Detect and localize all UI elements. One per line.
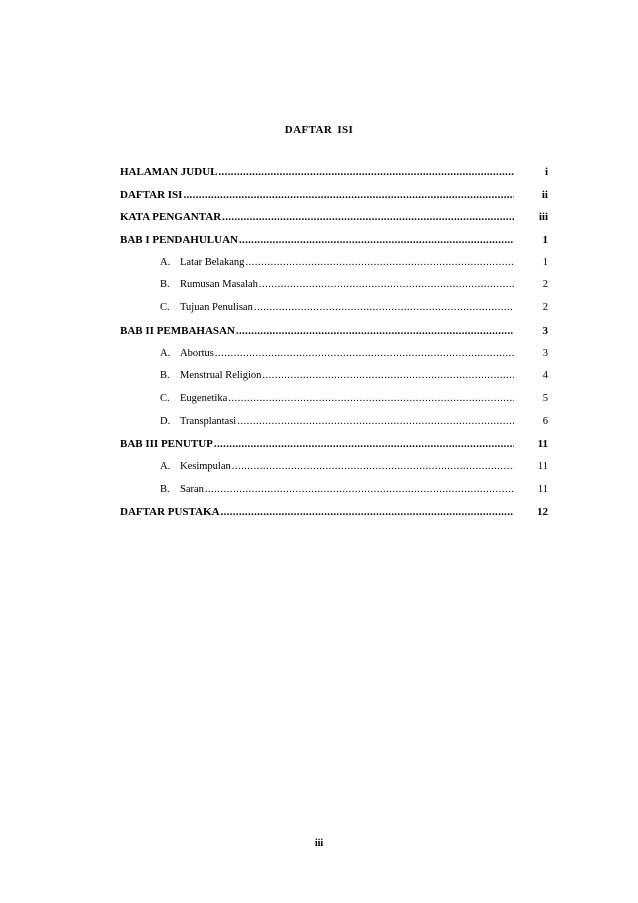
toc-entry-page: 12 xyxy=(537,506,548,519)
toc-entry-tujuan-penulisan[interactable] xyxy=(120,302,548,325)
toc-entry-saran[interactable] xyxy=(120,484,548,507)
toc-entry-title: Transplantasi xyxy=(180,415,237,427)
toc-entry-title: BAB I PENDAHULUAN xyxy=(120,234,238,247)
toc-entry-page: 1 xyxy=(542,234,548,247)
toc-entry-bab-1[interactable] xyxy=(120,234,548,257)
dot-leader xyxy=(215,348,514,359)
toc-entry-title: Tujuan Penulisan xyxy=(180,302,253,314)
dot-leader xyxy=(205,484,514,495)
toc-entry-page: 6 xyxy=(542,415,548,427)
dot-leader xyxy=(218,166,514,178)
toc-entry-daftar-isi[interactable] xyxy=(120,189,548,212)
toc-entry-bab-3[interactable] xyxy=(120,438,548,461)
toc-entry-menstrual-religion[interactable] xyxy=(120,370,548,393)
toc-entry-title: Menstrual Religion xyxy=(180,370,262,382)
toc-entry-daftar-pustaka[interactable] xyxy=(120,506,548,529)
toc-entry-title: BAB II PEMBAHASAN xyxy=(120,324,235,337)
dot-leader xyxy=(239,234,514,246)
toc-entry-page: 5 xyxy=(542,392,548,404)
toc-entry-page: 11 xyxy=(537,438,548,451)
dot-leader xyxy=(254,302,514,313)
toc-entry-title: Rumusan Masalah xyxy=(180,279,258,291)
toc-entry-title: Latar Belakang xyxy=(180,256,245,268)
toc-entry-rumusan-masalah[interactable] xyxy=(120,279,548,302)
toc-entry-kesimpulan[interactable] xyxy=(120,461,548,484)
toc-entry-page: 11 xyxy=(537,460,548,472)
dot-leader xyxy=(221,506,514,518)
toc-entry-bab-2[interactable] xyxy=(120,325,548,348)
toc-entry-letter: A. xyxy=(160,460,171,472)
toc-entry-halaman-judul[interactable] xyxy=(120,166,548,189)
toc-entry-page: 2 xyxy=(542,302,548,314)
dot-leader xyxy=(237,416,514,427)
table-of-contents xyxy=(120,166,548,529)
dot-leader xyxy=(222,211,514,223)
dot-leader xyxy=(232,461,514,472)
toc-entry-title: HALAMAN JUDUL xyxy=(120,166,218,178)
dot-leader xyxy=(214,438,514,450)
toc-entry-page: 3 xyxy=(542,347,548,359)
toc-entry-title: Abortus xyxy=(180,347,214,359)
toc-entry-page: 3 xyxy=(542,324,548,337)
page-title: DAFTAR ISI xyxy=(284,124,354,136)
toc-entry-page: ii xyxy=(541,188,548,201)
toc-entry-abortus[interactable] xyxy=(120,348,548,371)
toc-entry-page: 2 xyxy=(542,279,548,291)
dot-leader xyxy=(259,279,514,290)
dot-leader xyxy=(245,257,514,268)
page-number: iii xyxy=(314,838,324,849)
dot-leader xyxy=(236,325,514,337)
toc-entry-latar-belakang[interactable] xyxy=(120,257,548,280)
toc-entry-title: Saran xyxy=(180,483,204,495)
dot-leader xyxy=(228,393,514,404)
toc-entry-page: i xyxy=(544,166,548,178)
toc-entry-letter: B. xyxy=(160,279,170,291)
toc-entry-eugenetika[interactable] xyxy=(120,393,548,416)
toc-entry-title: DAFTAR PUSTAKA xyxy=(120,506,220,519)
toc-entry-title: BAB III PENUTUP xyxy=(120,438,213,451)
toc-entry-letter: B. xyxy=(160,370,170,382)
toc-entry-title: Eugenetika xyxy=(180,392,228,404)
toc-entry-kata-pengantar[interactable] xyxy=(120,211,548,234)
toc-entry-letter: B. xyxy=(160,483,170,495)
toc-entry-transplantasi[interactable] xyxy=(120,416,548,439)
toc-entry-page: 4 xyxy=(542,370,548,382)
toc-entry-letter: D. xyxy=(160,415,171,427)
toc-entry-page: 1 xyxy=(542,256,548,268)
toc-entry-letter: C. xyxy=(160,392,170,404)
dot-leader xyxy=(183,189,514,201)
dot-leader xyxy=(262,370,514,381)
toc-entry-title: Kesimpulan xyxy=(180,460,231,472)
toc-entry-title: KATA PENGANTAR xyxy=(120,211,222,224)
toc-entry-letter: A. xyxy=(160,347,171,359)
toc-entry-title: DAFTAR ISI xyxy=(120,188,183,201)
toc-entry-letter: A. xyxy=(160,256,171,268)
toc-entry-page: iii xyxy=(538,211,548,224)
toc-entry-page: 11 xyxy=(537,483,548,495)
toc-entry-letter: C. xyxy=(160,302,170,314)
